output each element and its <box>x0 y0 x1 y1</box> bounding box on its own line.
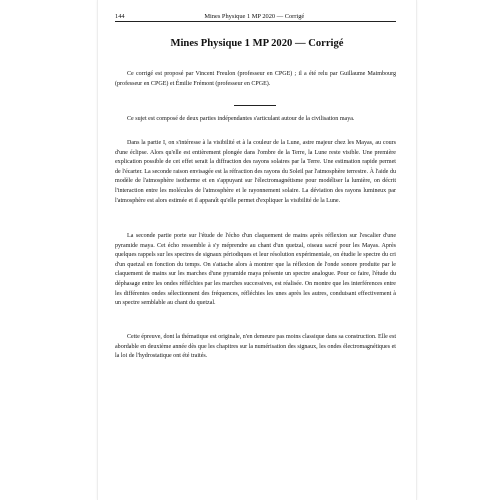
running-head <box>115 13 396 22</box>
section-divider <box>234 105 276 106</box>
document-title: Mines Physique 1 MP 2020 — Corrigé <box>170 38 344 49</box>
intro-paragraph: Ce sujet est composé de deux parties indépendantes s'articulant autour de la civilisation maya. <box>127 116 355 122</box>
book-page <box>97 0 417 500</box>
part1-paragraph: Dans la partie I, on s'intéresse à la visibilité et à la couleur de la Lune, astre majeur chez les Mayas, au cours d'une éclipse. Alors qu'elle est entièrement plongée dans l'ombre de la Terre, la Lune reste visible. Une première explication possible de cet effet serait la diffraction des rayons solaires par la Terre. Une estimation rapide permet de l'écarter. La seconde raison envisagée est la réfraction des rayons du Soleil par l'atmosphère terrestre. À l'aide du modèle de l'atmosphère isotherme et en s'appuyant sur l'électromagnétisme pour modéliser la lumière, on décrit l'interaction entre les molécules de l'atmosphère et le rayonnement solaire. La déviation des rayons lumineux par l'atmosphère est alors estimée et il apparaît qu'elle permet d'expliquer la visibilité de la Lune. <box>115 140 396 204</box>
running-title: Mines Physique 1 MP 2020 — Corrigé <box>204 13 305 20</box>
page-number: 144 <box>115 13 125 20</box>
part2-paragraph: La seconde partie porte sur l'étude de l'écho d'un claquement de mains après réflexion sur l'escalier d'une pyramide maya. Cet écho ressemble à s'y méprendre au chant d'un quetzal, oiseau sacré pour les Mayas. Après quelques rappels sur les spectres de signaux périodiques et leur résolution expérimentale, on étudie le spectre du cri d'un quetzal en fonction du temps. On s'attache alors à montrer que la réflexion de l'onde sonore produite par le claquement de mains sur les marches d'une pyramide maya présente un spectre analogue. Pour ce faire, l'étude du déphasage entre les ondes réfléchies par les marches successives, est réalisée. On montre que les interférences entre les différentes ondes sélectionnent des fréquences, réfléchies les unes après les autres, conduisant effectivement à un spectre semblable au chant du quetzal. <box>115 233 396 307</box>
conclusion-paragraph: Cette épreuve, dont la thématique est originale, n'en demeure pas moins classique dans sa construction. Elle est abordable en deuxième année dès que les chapitres sur la numérisation des signaux, les ondes électromagnétiques et la loi de l'hydrostatique ont été traités. <box>115 334 396 360</box>
credits-paragraph: Ce corrigé est proposé par Vincent Freulon (professeur en CPGE) ; il a été relu par Guillaume Maimbourg (professeur en CPGE) et Émilie Frémont (professeur en CPGE). <box>115 71 396 87</box>
